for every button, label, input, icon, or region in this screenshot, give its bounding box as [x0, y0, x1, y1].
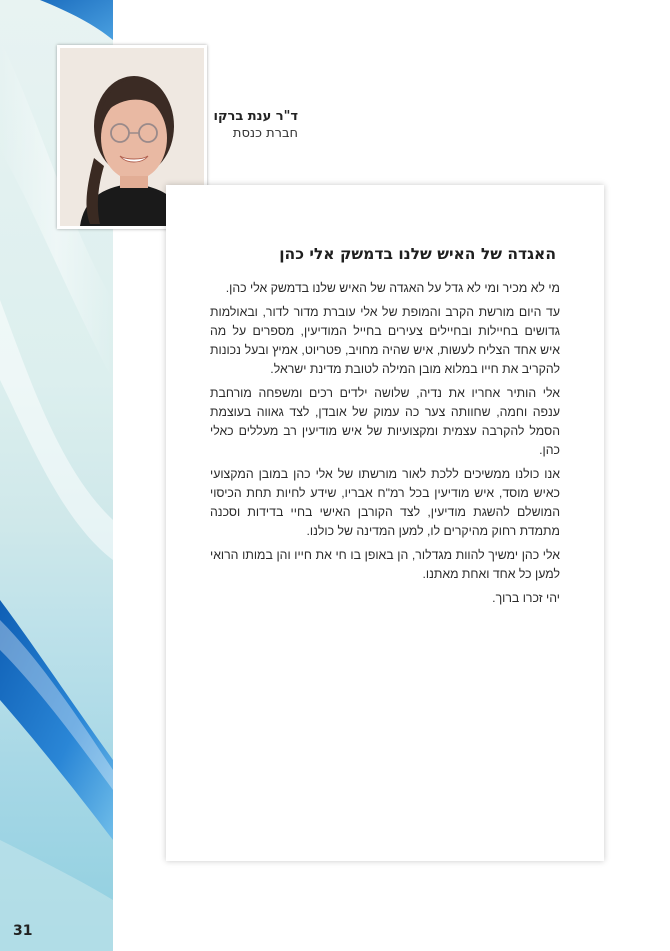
- article-paragraph: מי לא מכיר ומי לא גדל על האגדה של האיש שלנו בדמשק אלי כהן.: [225, 281, 560, 295]
- article-paragraph: אנו כולנו ממשיכים ללכת לאור מורשתו של אלי כהן במובן המקצועי כאיש מוסד, איש מודיעין בכל רמ"ח אבריו, שידע לחיות תחת הכיסוי המושלם להשגת מודיעין, לצד הקורבן האישי בחיי בדידות וסכנה מתמדת רחוק מהיקרים לו, למען המדינה של כולנו.: [210, 467, 560, 538]
- article-body: [210, 279, 560, 613]
- author-role: חברת כנסת: [232, 126, 298, 141]
- author-name: ד"ר ענת ברקו: [213, 109, 298, 124]
- article-paragraph: יהי זכרו ברוך.: [492, 591, 560, 605]
- author-block: [213, 108, 298, 142]
- article-card: [166, 185, 604, 861]
- article-paragraph: אלי הותיר אחריו את נדיה, שלושה ילדים רכים ומשפחה מורחבת ענפה וחמה, שחוותה צער כה עמוק של אובדן, לצד גאווה בעוצמת הסמל להקרבה עצמית ומקצועיות של איש מודיעין רב מעללים כאלי כהן.: [210, 386, 560, 457]
- article-paragraph: אלי כהן ימשיך להוות מגדלור, הן באופן בו חי את חייו והן במותו הרואי למען כל אחד ואחת מאתנו.: [210, 548, 560, 581]
- article-paragraph: עד היום מורשת הקרב והמופת של אלי עוברת מדור לדור, ובאולמות גדושים בחיילות ובחיילים צעירים בחייל המודיעין, מספרים על מה איש אחד הצליח לעשות, איש שהיה מחויב, פטריוט, אמיץ ובעל נכונות להקריב את חייו במלוא מובן המילה לטובת מדינת ישראל.: [210, 305, 560, 376]
- article-title: האגדה של האיש שלנו בדמשק אלי כהן: [279, 245, 556, 263]
- page-number: 31: [13, 923, 33, 939]
